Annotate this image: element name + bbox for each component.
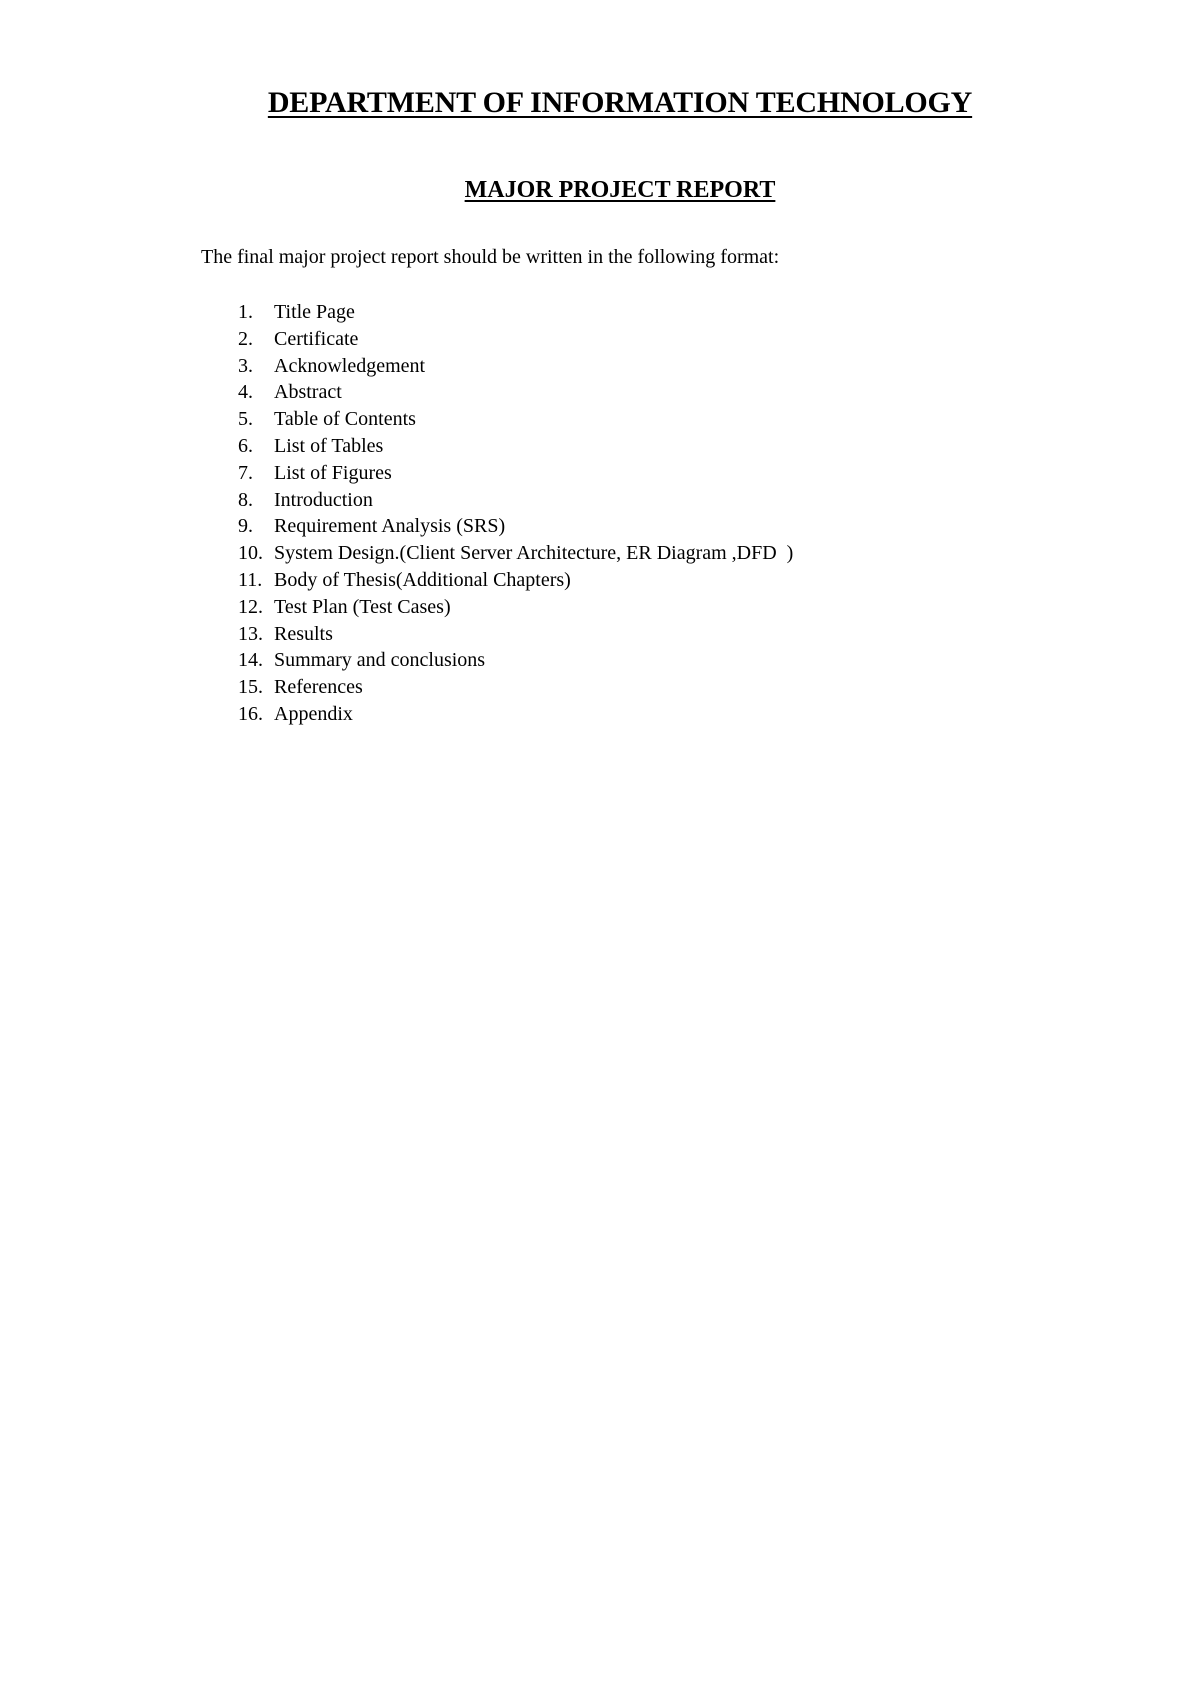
list-item	[238, 379, 793, 406]
list-item-label: Title Page	[274, 301, 355, 323]
list-item-label: System Design.(Client Server Architecture, ER Diagram ,DFD )	[274, 542, 794, 565]
list-item-label: Acknowledgement	[274, 354, 426, 377]
list-item-label: List of Figures	[274, 461, 392, 484]
list-item-number: 5.	[238, 408, 253, 431]
list-item-label: Table of Contents	[274, 408, 416, 431]
list-item-number: 9.	[238, 515, 253, 538]
list-item-number: 1.	[238, 301, 253, 323]
list-item-label: Abstract	[274, 381, 342, 404]
list-item-number: 14.	[238, 649, 263, 672]
list-item	[238, 567, 793, 594]
list-item-label: List of Tables	[274, 434, 384, 457]
list-item	[238, 701, 793, 728]
intro-text: The final major project report should be written in the following format:	[201, 246, 780, 268]
format-list	[238, 299, 793, 728]
list-item-number: 13.	[238, 622, 263, 645]
list-item-number: 3.	[238, 354, 253, 377]
list-item-number: 16.	[238, 702, 263, 725]
list-item-number: 4.	[238, 381, 253, 404]
list-item	[238, 353, 793, 380]
list-item-number: 6.	[238, 434, 253, 457]
list-item-number: 12.	[238, 595, 263, 618]
list-item	[238, 433, 793, 460]
list-item-label: Body of Thesis(Additional Chapters)	[274, 568, 571, 591]
list-item-number: 15.	[238, 676, 263, 699]
list-item-number: 8.	[238, 488, 253, 511]
list-item	[238, 594, 793, 621]
list-item	[238, 647, 793, 674]
list-item	[238, 460, 793, 487]
report-title: MAJOR PROJECT REPORT	[464, 177, 776, 203]
list-item-label: Test Plan (Test Cases)	[274, 595, 451, 618]
list-item	[238, 540, 793, 567]
list-item	[238, 406, 793, 433]
list-item-label: Summary and conclusions	[274, 649, 486, 672]
list-item	[238, 326, 793, 353]
department-title: DEPARTMENT OF INFORMATION TECHNOLOGY	[267, 86, 973, 119]
list-item-number: 7.	[238, 461, 253, 484]
list-item-label: Results	[274, 622, 333, 645]
list-item	[238, 513, 793, 540]
list-item-label: Introduction	[274, 488, 373, 511]
list-item	[238, 299, 793, 326]
list-item-number: 2.	[238, 327, 253, 350]
list-item-label: Requirement Analysis (SRS)	[274, 515, 506, 538]
list-item	[238, 674, 793, 701]
list-item	[238, 487, 793, 514]
list-item-label: Certificate	[274, 327, 359, 350]
list-item-label: References	[274, 676, 363, 699]
list-item-label: Appendix	[274, 702, 353, 725]
list-item	[238, 621, 793, 648]
list-item-number: 11.	[238, 568, 263, 591]
list-item-number: 10.	[238, 542, 263, 565]
